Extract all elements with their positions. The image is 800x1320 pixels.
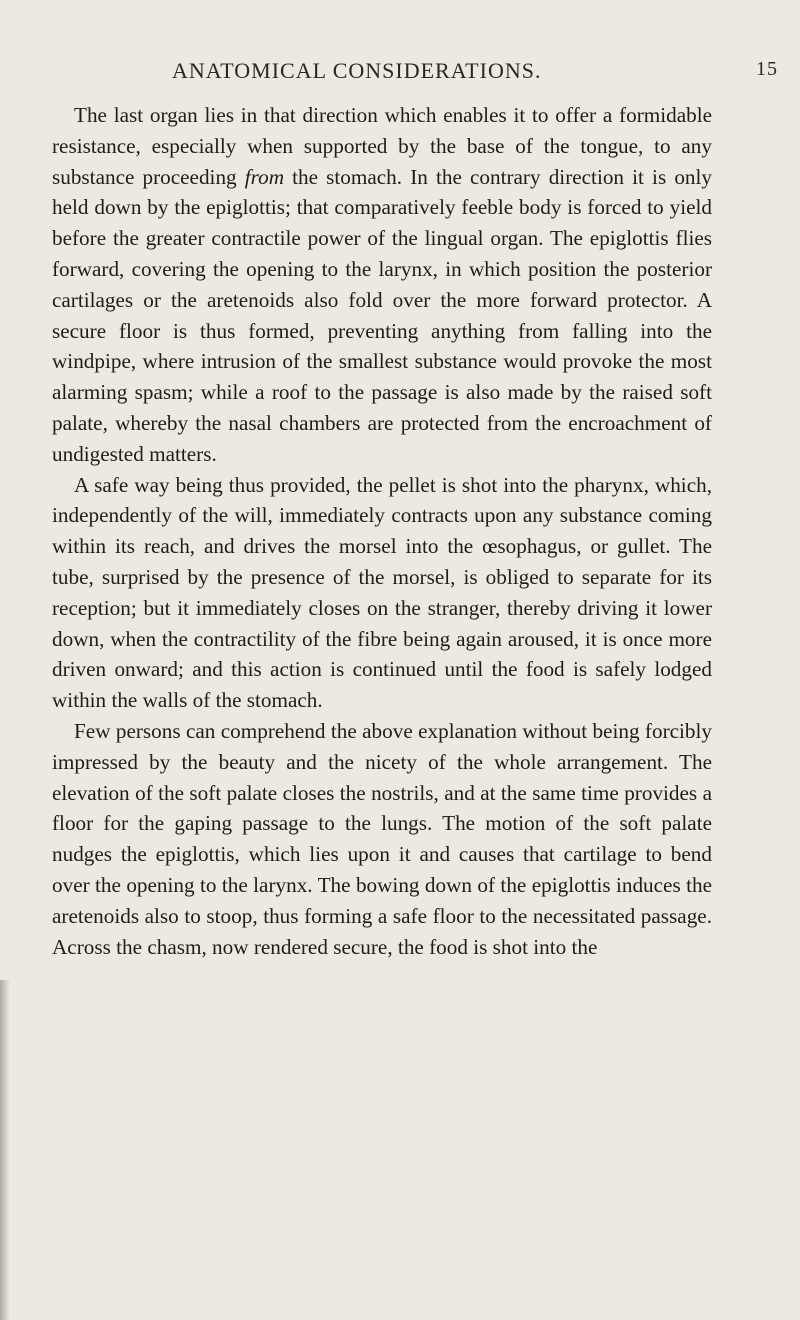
page-gutter-shadow [0,980,10,1320]
page-number: 15 [756,58,778,80]
paragraph-3: Few persons can comprehend the above explanation without being forcibly impressed by the beauty and the nicety of the whole arrangement. The elevation of the soft palate closes the nostrils, and at the same time provides a floor for the gaping passage to the lungs. The motion of the soft palate nudges the epiglottis, which lies upon it and causes that cartilage to bend over the opening to the larynx. The bowing down of the epiglottis induces the aretenoids also to stoop, thus forming a safe floor to the necessitated passage. Across the chasm, now rendered secure, the food is shot into the [52,718,712,959]
paragraph-1-italic-word: from [244,164,285,189]
paragraph-1-text-b: the stomach. In the contrary direction it is only held down by the epiglottis; that comparatively feeble body is forced to yield before the greater contractile power of the lingual organ. The epiglottis flies forward, covering the opening to the larynx, in which position the posterior cartilages or the aretenoids also fold over the more forward protector. A secure floor is thus formed, preventing anything from falling into the windpipe, where intrusion of the smallest substance would provoke the most alarming spasm; while a roof to the passage is also made by the raised soft palate, whereby the nasal chambers are protected from the encroachment of undigested matters. [52,164,712,466]
running-header [172,58,778,84]
body-text [52,100,712,962]
paragraph-2: A safe way being thus provided, the pellet is shot into the pharynx, which, independently of the will, immediately contracts upon any substance coming within its reach, and drives the morsel into the œsophagus, or gullet. The tube, surprised by the presence of the morsel, is obliged to separate for its reception; but it immediately closes on the stranger, thereby driving it lower down, when the contractility of the fibre being again aroused, it is once more driven onward; and this action is continued until the food is safely lodged within the walls of the stomach. [52,472,712,713]
running-title: ANATOMICAL CONSIDERATIONS. [172,58,542,83]
paragraph-1-text-a: The last organ lies in that direction which enables it to offer a formidable resistance, especially when supported by the base of the tongue, to any substance proceeding [52,103,712,189]
paragraph-1 [52,100,712,470]
